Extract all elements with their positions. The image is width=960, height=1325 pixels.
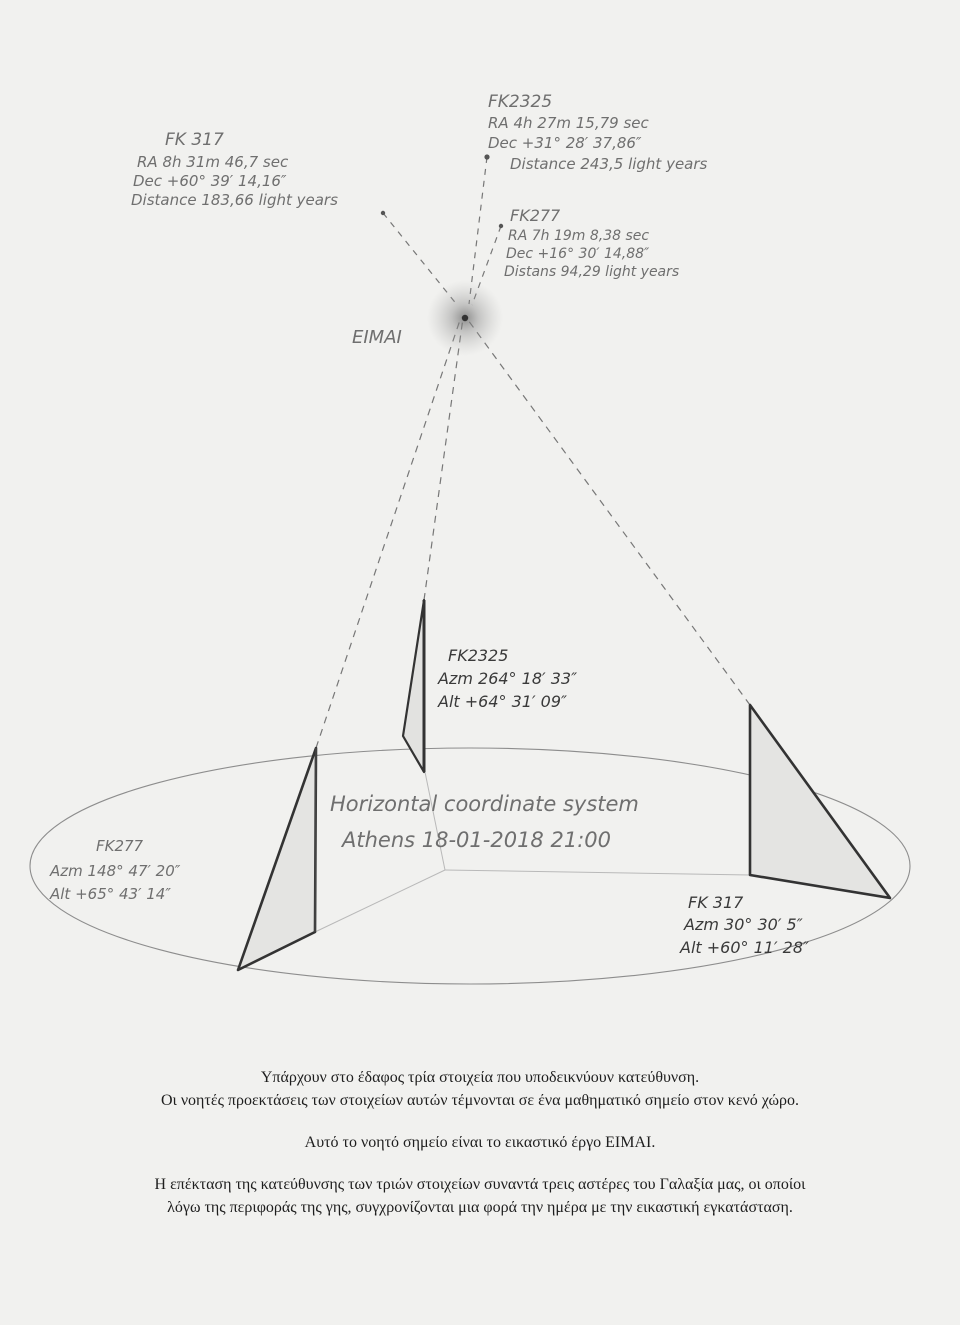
star-lines (383, 157, 501, 306)
star-fk2325-distance: Distance 243,5 light years (510, 155, 708, 173)
star-fk317-dec: Dec +60° 39′ 14,16″ (133, 172, 287, 190)
star-fk277-label (504, 206, 679, 280)
star-fk317-point (381, 211, 385, 215)
star-fk2325-name: FK2325 (488, 92, 553, 112)
star-fk277-dec: Dec +16° 30′ 14,88″ (506, 246, 650, 262)
ground-subtitle: Athens 18-01-2018 21:00 (342, 828, 611, 852)
ground-title: Horizontal coordinate system (330, 792, 639, 816)
star-fk317-label (131, 130, 338, 209)
star-fk2325-dec: Dec +31° 28′ 37,86″ (488, 134, 642, 152)
star-fk2325-label (488, 92, 708, 173)
element-fk2325 (403, 600, 424, 772)
star-fk277-point (499, 224, 503, 228)
caption-line-1: Υπάρχουν στο έδαφος τρία στοιχεία που υποδεικνύουν κατεύθυνση. (260, 1069, 700, 1086)
element-fk317 (750, 705, 890, 898)
ground-fk317-name: FK 317 (688, 893, 744, 912)
ground-fk277-name: FK277 (96, 837, 144, 855)
ground-label-fk277 (49, 837, 181, 903)
caption (0, 1066, 960, 1219)
element-fk277 (238, 748, 316, 970)
ground-fk277-alt: Alt +65° 43′ 14″ (50, 885, 171, 903)
star-fk2325-point (484, 154, 489, 159)
caption-line-2: Οι νοητές προεκτάσεις των στοιχείων αυτών τέμνονται σε ένα μαθηματικό σημείο στον κενό χώρο. (160, 1092, 800, 1109)
ground-label-fk2325 (437, 646, 577, 711)
ground-fk2325-alt: Alt +64° 31′ 09″ (438, 692, 568, 711)
star-fk317-ra: RA 8h 31m 46,7 sec (137, 153, 289, 171)
star-fk317-name: FK 317 (165, 130, 224, 150)
star-fk317-distance: Distance 183,66 light years (131, 191, 338, 209)
eimai-label: EIMAI (352, 327, 402, 348)
ground-fk277-azm: Azm 148° 47′ 20″ (50, 862, 181, 880)
caption-line-5: λόγω της περιφοράς της γης, συγχρονίζονται μια φορά την ημέρα με την εικαστική εγκατάσταση. (167, 1199, 793, 1216)
ground-fk2325-name: FK2325 (448, 646, 509, 665)
ground-fk2325-azm: Azm 264° 18′ 33″ (438, 669, 578, 688)
star-fk2325-ra: RA 4h 27m 15,79 sec (488, 114, 649, 132)
eimai-point (462, 315, 468, 321)
star-fk277-distance: Distans 94,29 light years (504, 264, 680, 280)
ground-label-fk317 (679, 893, 809, 957)
caption-line-3: Αυτό το νοητό σημείο είναι το εικαστικό έργο ΕΙΜΑΙ. (304, 1134, 656, 1151)
caption-line-4: Η επέκταση της κατεύθυνσης των τριών στοιχείων συναντά τρεις αστέρες του Γαλαξία μας, οι οποίοι (154, 1176, 806, 1193)
star-fk277-name: FK277 (510, 206, 561, 225)
ground-fk317-alt: Alt +60° 11′ 28″ (680, 938, 810, 957)
ground-fk317-azm: Azm 30° 30′ 5″ (684, 915, 803, 934)
star-fk277-ra: RA 7h 19m 8,38 sec (508, 228, 650, 244)
